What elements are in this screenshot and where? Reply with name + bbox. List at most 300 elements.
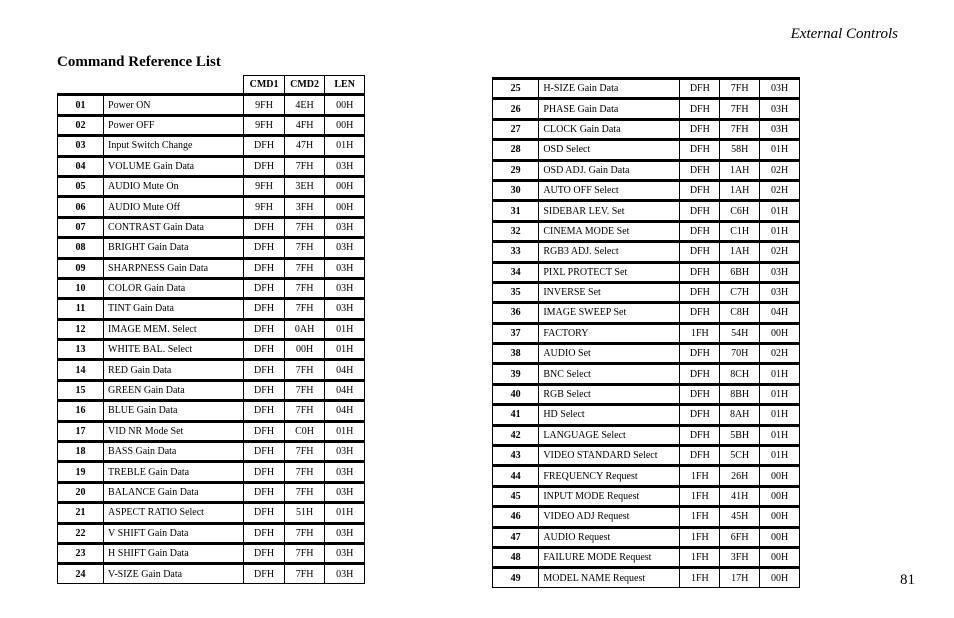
cmd2-value: 1AH — [720, 180, 760, 200]
cmd1-value: DFH — [680, 180, 720, 200]
cmd1-value: DFH — [680, 303, 720, 323]
table-row — [58, 217, 365, 237]
len-value: 02H — [760, 180, 800, 200]
cmd2-value: 7FH — [720, 119, 760, 139]
len-value: 04H — [325, 360, 365, 380]
command-name: SHARPNESS Gain Data — [104, 258, 244, 278]
len-value: 01H — [760, 201, 800, 221]
cmd1-value: 1FH — [680, 507, 720, 527]
len-value: 00H — [325, 176, 365, 196]
command-name: OSD Select — [539, 140, 680, 160]
len-value: 00H — [325, 115, 365, 135]
cmd1-value: 1FH — [680, 547, 720, 567]
cmd2-value: 7FH — [720, 79, 760, 99]
len-value: 03H — [325, 523, 365, 543]
table-row — [493, 466, 800, 486]
command-number: 18 — [58, 442, 104, 462]
table-row — [58, 442, 365, 462]
command-number: 28 — [493, 140, 539, 160]
command-table-left — [57, 75, 365, 584]
cmd1-value: DFH — [680, 119, 720, 139]
cmd1-value: DFH — [680, 99, 720, 119]
cmd2-value: 7FH — [284, 523, 325, 543]
table-row — [58, 421, 365, 441]
command-number: 37 — [493, 323, 539, 343]
command-number: 45 — [493, 486, 539, 506]
command-name: SIDEBAR LEV. Set — [539, 201, 680, 221]
len-value: 03H — [760, 99, 800, 119]
command-number: 34 — [493, 262, 539, 282]
table-row — [493, 547, 800, 567]
command-number: 43 — [493, 446, 539, 466]
len-value: 00H — [760, 323, 800, 343]
len-value: 03H — [325, 156, 365, 176]
cmd2-value: 45H — [720, 507, 760, 527]
command-name: OSD ADJ. Gain Data — [539, 160, 680, 180]
len-value: 01H — [760, 425, 800, 445]
table-row — [493, 568, 800, 587]
cmd2-value: 7FH — [284, 278, 325, 298]
len-value: 00H — [760, 527, 800, 547]
command-name: RGB Select — [539, 384, 680, 404]
command-name: FAILURE MODE Request — [539, 547, 680, 567]
table-row — [58, 197, 365, 217]
len-value: 03H — [325, 543, 365, 563]
cmd1-value: DFH — [680, 140, 720, 160]
command-name: AUDIO Request — [539, 527, 680, 547]
section-header: External Controls — [790, 26, 898, 42]
cmd1-value: DFH — [680, 364, 720, 384]
cmd1-value: DFH — [244, 238, 285, 258]
len-value: 01H — [325, 340, 365, 360]
len-value: 01H — [760, 221, 800, 241]
command-number: 47 — [493, 527, 539, 547]
column-header-len: LEN — [325, 76, 365, 95]
table-row — [493, 99, 800, 119]
cmd1-value: DFH — [244, 340, 285, 360]
command-name: TREBLE Gain Data — [104, 462, 244, 482]
table-row — [493, 262, 800, 282]
table-row — [493, 221, 800, 241]
len-value: 03H — [325, 258, 365, 278]
command-number: 36 — [493, 303, 539, 323]
len-value: 04H — [325, 401, 365, 421]
command-name: VOLUME Gain Data — [104, 156, 244, 176]
len-value: 03H — [325, 278, 365, 298]
cmd2-value: 7FH — [284, 258, 325, 278]
cmd2-value: 3FH — [284, 197, 325, 217]
len-value: 01H — [325, 319, 365, 339]
cmd2-value: 6BH — [720, 262, 760, 282]
table-row — [493, 160, 800, 180]
command-name: VID NR Mode Set — [104, 421, 244, 441]
table-row — [493, 446, 800, 466]
cmd2-value: 4EH — [284, 95, 325, 115]
cmd2-value: 7FH — [284, 462, 325, 482]
cmd2-value: C1H — [720, 221, 760, 241]
command-number: 27 — [493, 119, 539, 139]
command-name: AUDIO Mute On — [104, 176, 244, 196]
command-name: LANGUAGE Select — [539, 425, 680, 445]
command-number: 20 — [58, 482, 104, 502]
table-row — [58, 258, 365, 278]
len-value: 04H — [760, 303, 800, 323]
command-name: INPUT MODE Request — [539, 486, 680, 506]
command-number: 32 — [493, 221, 539, 241]
command-number: 02 — [58, 115, 104, 135]
cmd1-value: DFH — [244, 360, 285, 380]
cmd2-value: 1AH — [720, 160, 760, 180]
cmd1-value: 9FH — [244, 95, 285, 115]
command-number: 41 — [493, 405, 539, 425]
command-number: 44 — [493, 466, 539, 486]
table-row — [493, 180, 800, 200]
command-name: CINEMA MODE Set — [539, 221, 680, 241]
cmd1-value: DFH — [244, 503, 285, 523]
len-value: 03H — [325, 462, 365, 482]
len-value: 01H — [760, 446, 800, 466]
command-number: 21 — [58, 503, 104, 523]
command-name: BALANCE Gain Data — [104, 482, 244, 502]
cmd2-value: 7FH — [284, 442, 325, 462]
command-name: GREEN Gain Data — [104, 380, 244, 400]
table-row — [58, 360, 365, 380]
len-value: 02H — [760, 242, 800, 262]
len-value: 03H — [325, 238, 365, 258]
command-number: 14 — [58, 360, 104, 380]
command-number: 05 — [58, 176, 104, 196]
cmd1-value: DFH — [680, 425, 720, 445]
command-name: IMAGE MEM. Select — [104, 319, 244, 339]
cmd2-value: 3EH — [284, 176, 325, 196]
len-value: 00H — [760, 568, 800, 587]
len-value: 03H — [760, 282, 800, 302]
command-number: 11 — [58, 299, 104, 319]
cmd1-value: DFH — [680, 405, 720, 425]
cmd2-value: 3FH — [720, 547, 760, 567]
len-value: 01H — [325, 421, 365, 441]
command-name: INVERSE Set — [539, 282, 680, 302]
command-number: 15 — [58, 380, 104, 400]
command-number: 31 — [493, 201, 539, 221]
page-title: Command Reference List — [57, 54, 221, 70]
table-row — [493, 201, 800, 221]
column-header-cmd2: CMD2 — [284, 76, 325, 95]
cmd1-value: DFH — [680, 262, 720, 282]
command-name: Power ON — [104, 95, 244, 115]
table-row — [493, 282, 800, 302]
command-name: Power OFF — [104, 115, 244, 135]
table-row — [58, 115, 365, 135]
table-row — [493, 486, 800, 506]
command-name: FACTORY — [539, 323, 680, 343]
command-number: 29 — [493, 160, 539, 180]
cmd2-value: 7FH — [284, 238, 325, 258]
table-row — [58, 340, 365, 360]
len-value: 02H — [760, 344, 800, 364]
cmd1-value: DFH — [244, 156, 285, 176]
command-number: 17 — [58, 421, 104, 441]
cmd1-value: 9FH — [244, 197, 285, 217]
cmd2-value: 58H — [720, 140, 760, 160]
command-name: COLOR Gain Data — [104, 278, 244, 298]
cmd2-value: 1AH — [720, 242, 760, 262]
table-row — [58, 482, 365, 502]
table-row — [493, 323, 800, 343]
cmd2-value: C0H — [284, 421, 325, 441]
cmd1-value: DFH — [244, 564, 285, 583]
cmd2-value: 4FH — [284, 115, 325, 135]
command-name: IMAGE SWEEP Set — [539, 303, 680, 323]
cmd1-value: DFH — [244, 217, 285, 237]
cmd2-value: 7FH — [284, 217, 325, 237]
table-row — [58, 401, 365, 421]
table-row — [493, 79, 800, 99]
len-value: 03H — [325, 299, 365, 319]
table-row — [58, 319, 365, 339]
cmd1-value: DFH — [244, 380, 285, 400]
command-name: V-SIZE Gain Data — [104, 564, 244, 583]
table-row — [493, 507, 800, 527]
command-number: 09 — [58, 258, 104, 278]
command-number: 46 — [493, 507, 539, 527]
cmd1-value: DFH — [244, 523, 285, 543]
table-row — [493, 364, 800, 384]
command-name: H-SIZE Gain Data — [539, 79, 680, 99]
command-name: RED Gain Data — [104, 360, 244, 380]
cmd2-value: 7FH — [284, 543, 325, 563]
table-row — [493, 405, 800, 425]
command-number: 01 — [58, 95, 104, 115]
command-name: AUDIO Set — [539, 344, 680, 364]
command-name: PIXL PROTECT Set — [539, 262, 680, 282]
table-row — [58, 299, 365, 319]
cmd2-value: 47H — [284, 136, 325, 156]
len-value: 03H — [760, 119, 800, 139]
command-number: 33 — [493, 242, 539, 262]
cmd2-value: 7FH — [284, 482, 325, 502]
len-value: 00H — [760, 507, 800, 527]
cmd2-value: 54H — [720, 323, 760, 343]
cmd1-value: DFH — [680, 446, 720, 466]
len-value: 03H — [760, 79, 800, 99]
cmd1-value: DFH — [244, 462, 285, 482]
cmd2-value: 5CH — [720, 446, 760, 466]
command-number: 39 — [493, 364, 539, 384]
len-value: 00H — [760, 486, 800, 506]
command-number: 48 — [493, 547, 539, 567]
table-row — [58, 156, 365, 176]
table-row — [493, 425, 800, 445]
table-row — [493, 344, 800, 364]
table-row — [58, 564, 365, 583]
cmd1-value: DFH — [680, 160, 720, 180]
table-row — [493, 119, 800, 139]
command-name: ASPECT RATIO Select — [104, 503, 244, 523]
len-value: 03H — [325, 482, 365, 502]
table-row — [58, 523, 365, 543]
cmd1-value: DFH — [244, 136, 285, 156]
cmd2-value: C7H — [720, 282, 760, 302]
command-name: VIDEO ADJ Request — [539, 507, 680, 527]
table-row — [58, 462, 365, 482]
cmd1-value: 1FH — [680, 486, 720, 506]
cmd2-value: 8BH — [720, 384, 760, 404]
table-row — [493, 242, 800, 262]
command-number: 30 — [493, 180, 539, 200]
table-row — [58, 176, 365, 196]
cmd1-value: DFH — [244, 543, 285, 563]
command-name: H SHIFT Gain Data — [104, 543, 244, 563]
len-value: 02H — [760, 160, 800, 180]
command-name: BLUE Gain Data — [104, 401, 244, 421]
command-number: 07 — [58, 217, 104, 237]
len-value: 03H — [325, 442, 365, 462]
command-number: 23 — [58, 543, 104, 563]
command-number: 42 — [493, 425, 539, 445]
table-row — [58, 278, 365, 298]
command-number: 04 — [58, 156, 104, 176]
cmd1-value: DFH — [680, 282, 720, 302]
cmd2-value: 5BH — [720, 425, 760, 445]
cmd1-value: 9FH — [244, 176, 285, 196]
len-value: 01H — [325, 503, 365, 523]
table-row — [58, 543, 365, 563]
cmd2-value: 00H — [284, 340, 325, 360]
command-number: 08 — [58, 238, 104, 258]
command-name: RGB3 ADJ. Select — [539, 242, 680, 262]
command-name: CLOCK Gain Data — [539, 119, 680, 139]
len-value: 01H — [760, 405, 800, 425]
cmd2-value: 8AH — [720, 405, 760, 425]
command-name: MODEL NAME Request — [539, 568, 680, 587]
cmd1-value: DFH — [244, 482, 285, 502]
column-header-cmd1: CMD1 — [244, 76, 285, 95]
cmd1-value: DFH — [244, 278, 285, 298]
command-number: 06 — [58, 197, 104, 217]
command-name: PHASE Gain Data — [539, 99, 680, 119]
command-number: 25 — [493, 79, 539, 99]
cmd1-value: DFH — [244, 319, 285, 339]
command-number: 12 — [58, 319, 104, 339]
cmd1-value: DFH — [244, 401, 285, 421]
len-value: 04H — [325, 380, 365, 400]
len-value: 00H — [325, 197, 365, 217]
cmd1-value: DFH — [680, 242, 720, 262]
cmd2-value: 7FH — [284, 360, 325, 380]
cmd2-value: 6FH — [720, 527, 760, 547]
cmd2-value: 7FH — [284, 564, 325, 583]
table-row — [493, 527, 800, 547]
command-name: AUTO OFF Select — [539, 180, 680, 200]
command-table-right — [492, 77, 800, 588]
command-name: FREQUENCY Request — [539, 466, 680, 486]
command-number: 03 — [58, 136, 104, 156]
cmd2-value: 7FH — [284, 156, 325, 176]
len-value: 01H — [325, 136, 365, 156]
len-value: 00H — [760, 547, 800, 567]
len-value: 01H — [760, 140, 800, 160]
command-number: 40 — [493, 384, 539, 404]
cmd1-value: DFH — [680, 384, 720, 404]
command-name: CONTRAST Gain Data — [104, 217, 244, 237]
command-name: AUDIO Mute Off — [104, 197, 244, 217]
len-value: 01H — [760, 384, 800, 404]
table-row — [58, 136, 365, 156]
page-number: 81 — [900, 572, 915, 588]
cmd2-value: 7FH — [284, 299, 325, 319]
command-number: 13 — [58, 340, 104, 360]
cmd2-value: 51H — [284, 503, 325, 523]
len-value: 03H — [325, 217, 365, 237]
len-value: 03H — [760, 262, 800, 282]
command-name: WHITE BAL. Select — [104, 340, 244, 360]
table-row — [493, 384, 800, 404]
command-name: HD Select — [539, 405, 680, 425]
len-value: 00H — [760, 466, 800, 486]
len-value: 01H — [760, 364, 800, 384]
len-value: 03H — [325, 564, 365, 583]
command-number: 26 — [493, 99, 539, 119]
cmd1-value: 1FH — [680, 466, 720, 486]
cmd2-value: 7FH — [284, 401, 325, 421]
header-spacer — [104, 76, 244, 95]
cmd1-value: DFH — [244, 442, 285, 462]
cmd1-value: DFH — [680, 79, 720, 99]
command-number: 49 — [493, 568, 539, 587]
cmd2-value: 70H — [720, 344, 760, 364]
cmd2-value: 7FH — [284, 380, 325, 400]
table-header-row — [58, 76, 365, 95]
command-name: VIDEO STANDARD Select — [539, 446, 680, 466]
table-row — [58, 380, 365, 400]
table-row — [58, 95, 365, 115]
command-number: 22 — [58, 523, 104, 543]
cmd2-value: 26H — [720, 466, 760, 486]
command-name: BNC Select — [539, 364, 680, 384]
cmd1-value: DFH — [680, 344, 720, 364]
cmd2-value: C6H — [720, 201, 760, 221]
header-spacer — [58, 76, 104, 95]
command-number: 19 — [58, 462, 104, 482]
cmd2-value: 8CH — [720, 364, 760, 384]
cmd2-value: 7FH — [720, 99, 760, 119]
command-name: V SHIFT Gain Data — [104, 523, 244, 543]
len-value: 00H — [325, 95, 365, 115]
table-row — [493, 303, 800, 323]
cmd2-value: 41H — [720, 486, 760, 506]
command-number: 10 — [58, 278, 104, 298]
command-name: BASS Gain Data — [104, 442, 244, 462]
command-number: 35 — [493, 282, 539, 302]
command-number: 16 — [58, 401, 104, 421]
cmd2-value: C8H — [720, 303, 760, 323]
command-name: Input Switch Change — [104, 136, 244, 156]
cmd1-value: DFH — [244, 299, 285, 319]
cmd1-value: DFH — [680, 221, 720, 241]
table-row — [58, 503, 365, 523]
command-number: 38 — [493, 344, 539, 364]
cmd1-value: DFH — [680, 201, 720, 221]
table-row — [493, 140, 800, 160]
cmd1-value: DFH — [244, 421, 285, 441]
table-row — [58, 238, 365, 258]
cmd1-value: DFH — [244, 258, 285, 278]
cmd1-value: 1FH — [680, 323, 720, 343]
cmd2-value: 0AH — [284, 319, 325, 339]
cmd1-value: 9FH — [244, 115, 285, 135]
command-number: 24 — [58, 564, 104, 583]
